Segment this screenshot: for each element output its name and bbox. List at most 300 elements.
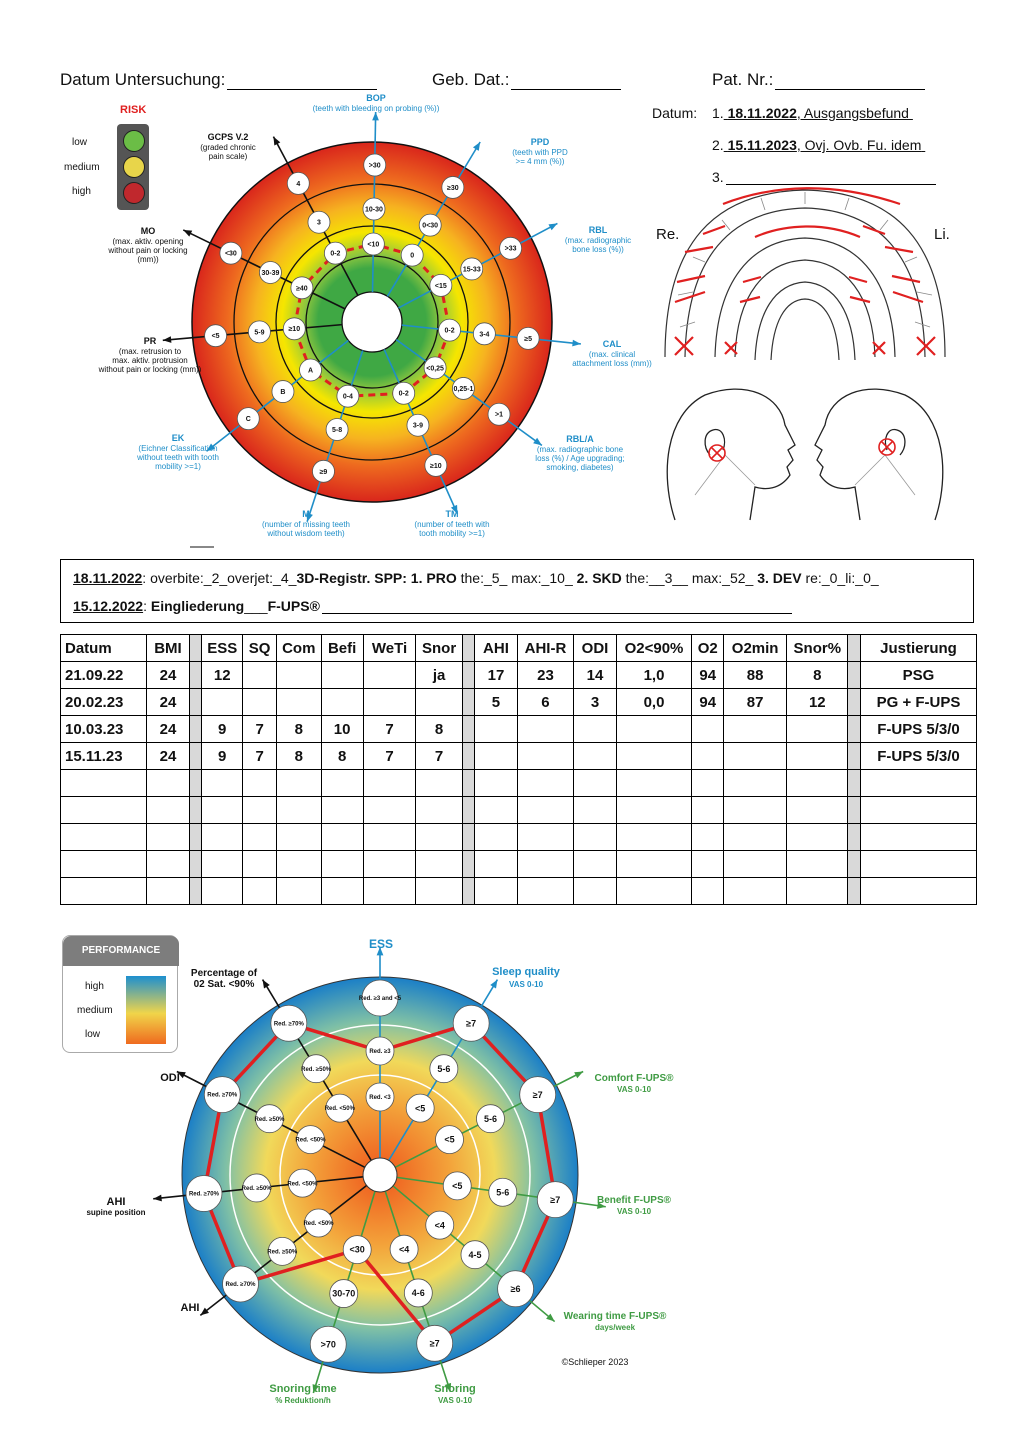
table-cell[interactable]: 10 [321,716,363,743]
copyright: ©Schlieper 2023 [561,1357,629,1367]
rbl-title: RBL [588,225,608,235]
perf-value-node [461,1241,489,1269]
column-separator [848,635,861,662]
the-label-1: the:_ [456,570,492,586]
column-header: O2min [724,635,787,662]
the-value-1: 5 [491,570,500,586]
table-cell[interactable]: 94 [692,662,724,689]
table-cell[interactable] [416,770,462,797]
table-cell[interactable] [202,797,243,824]
table-cell[interactable]: ja [416,662,462,689]
table-cell[interactable] [243,878,277,905]
perf-value-node [204,1077,240,1113]
table-cell[interactable] [321,797,363,824]
risk-center [342,292,402,352]
m-subtitle-2: without wisdom teeth) [267,529,345,538]
the-label-2: the:__ [621,570,665,586]
risk-title: RISK [120,104,147,116]
o2-title-1: Percentage of [190,968,258,979]
dental-arch-diagram [655,182,955,372]
table-cell[interactable] [363,662,416,689]
table-cell[interactable] [321,878,363,905]
teeth-label-left: Li. [934,226,950,243]
perf-value-node [426,1211,454,1239]
table-cell[interactable] [243,662,277,689]
table-cell[interactable] [475,770,517,797]
pat-nr-label: Pat. Nr.: [712,70,774,89]
table-cell[interactable]: 8 [321,743,363,770]
table-cell[interactable] [276,689,321,716]
table-cell[interactable] [61,851,147,878]
table-cell[interactable] [147,797,189,824]
table-cell[interactable] [616,878,692,905]
entry-number: 1. [712,105,724,121]
pr-subtitle-1: (max. retrusion to [118,347,182,356]
table-cell[interactable] [321,770,363,797]
perf-value-node [406,1094,434,1122]
table-cell[interactable]: 20.02.23 [61,689,147,716]
sep: ___ [244,598,268,614]
value-node-label: ≥6 [510,1283,521,1294]
table-cell[interactable]: 24 [147,689,189,716]
table-cell[interactable]: PSG [861,662,977,689]
odi-title: ODI [160,1072,180,1084]
table-cell[interactable] [861,797,977,824]
table-cell[interactable] [363,797,416,824]
value-node-label: ≥9 [319,468,328,476]
table-cell[interactable] [475,824,517,851]
value-node-label: 15-33 [462,266,481,274]
value-node-label: 5-6 [483,1113,497,1124]
value-node-label: Red. ≥50% [254,1116,285,1123]
value-node-label: 0-2 [444,327,455,335]
risk-value-node [500,237,522,259]
perf-medium-label: medium [77,1005,113,1016]
table-cell[interactable] [787,851,848,878]
column-header: ESS [202,635,243,662]
ppd-subtitle-2: >= 4 mm (%)) [515,157,565,166]
re-label: re:_ [801,570,830,586]
risk-value-node [473,323,495,345]
table-cell[interactable] [787,797,848,824]
table-cell[interactable]: 12 [202,662,243,689]
table-cell[interactable] [692,743,724,770]
datum-entry-1 [712,105,913,121]
table-cell[interactable] [574,824,616,851]
table-cell[interactable]: 15.11.23 [61,743,147,770]
snoring-time-sub: % Reduktion/h [275,1396,331,1405]
column-header: Com [276,635,321,662]
table-cell[interactable] [276,851,321,878]
table-cell[interactable] [363,689,416,716]
value-node-label: <30 [349,1244,365,1255]
table-cell[interactable] [861,878,977,905]
table-cell[interactable] [517,878,574,905]
benefit-title: Benefit F-UPS® [596,1195,672,1206]
table-cell[interactable] [243,797,277,824]
gcps-subtitle-2: pain scale) [208,152,248,161]
mo-subtitle-1: (max. aktiv. opening [112,237,184,246]
perf-value-node [435,1126,463,1154]
value-node-label: ≥7 [550,1194,561,1205]
benefit-sub: VAS 0-10 [616,1207,652,1216]
table-cell[interactable]: 12 [787,689,848,716]
table-cell[interactable] [202,824,243,851]
perf-value-node [498,1271,534,1307]
table-cell[interactable]: 8 [276,743,321,770]
m-subtitle-1: (number of missing teeth [261,520,351,529]
table-cell[interactable] [147,851,189,878]
table-cell[interactable] [574,797,616,824]
table-cell[interactable] [147,878,189,905]
table-cell[interactable]: 94 [692,689,724,716]
sep: _ [745,570,758,586]
table-cell[interactable] [574,851,616,878]
table-cell[interactable] [363,851,416,878]
rbla-subtitle-2: loss (%) / Age upgrading; [535,454,625,463]
column-separator [189,851,202,878]
table-cell[interactable] [276,824,321,851]
table-cell[interactable] [574,770,616,797]
sep: : [143,598,151,614]
column-separator [848,716,861,743]
table-cell[interactable] [202,770,243,797]
table-cell[interactable]: 8 [787,662,848,689]
value-node-label: ≥5 [524,335,533,343]
snoring-time-title: Snoring time [269,1383,337,1395]
table-cell[interactable] [416,689,462,716]
eingliederung-label: Eingliederung [150,598,245,614]
perf-value-node [520,1077,556,1113]
overjet-value: 4 [280,570,289,586]
risk-axis-arrow [548,223,557,230]
table-cell[interactable] [724,770,787,797]
rbla-subtitle-1: (max. radiographic bone [536,445,624,454]
table-cell[interactable]: 21.09.22 [61,662,147,689]
ahi-title: AHI [180,1302,200,1314]
table-cell[interactable] [724,797,787,824]
perf-axis-arrow [574,1071,583,1078]
table-cell[interactable] [574,716,616,743]
column-header: Snor [416,635,462,662]
risk-value-node [287,172,309,194]
table-cell[interactable] [363,824,416,851]
pr-subtitle-2: max. aktiv. protrusion [112,356,188,365]
value-node-label: <30 [224,250,237,258]
cal-subtitle-2: attachment loss (mm)) [572,359,652,368]
risk-value-node [430,274,452,296]
pr-subtitle-3: without pain or locking (mm)) [98,365,202,374]
table-cell[interactable]: 1,0 [616,662,692,689]
table-cell[interactable] [475,878,517,905]
table-cell[interactable]: F-UPS 5/3/0 [861,716,977,743]
value-node-label: 4-6 [411,1288,425,1299]
risk-value-node [326,418,348,440]
snoring-sub: VAS 0-10 [437,1396,473,1405]
value-node-label: Red. <50% [295,1137,326,1144]
table-cell[interactable]: 14 [574,662,616,689]
column-header: Datum [61,635,147,662]
table-header-row [61,635,977,662]
table-cell[interactable] [861,824,977,851]
value-node-label: ≥10 [288,326,301,334]
table-cell[interactable] [276,797,321,824]
table-cell[interactable] [724,851,787,878]
value-node-label: Red. ≥70% [225,1282,256,1289]
table-cell[interactable] [202,689,243,716]
table-cell[interactable] [517,797,574,824]
value-node-label: 5-8 [332,426,343,434]
table-cell[interactable]: 10.03.23 [61,716,147,743]
value-node-label: 5-6 [437,1063,451,1074]
perf-value-node [417,1325,453,1361]
perf-value-node [453,1005,489,1041]
column-separator [462,662,475,689]
table-cell[interactable] [724,878,787,905]
table-cell[interactable] [276,878,321,905]
column-header: WeTi [363,635,416,662]
value-node-label: >30 [368,162,381,170]
sleep-quality-sub: VAS 0-10 [508,980,544,989]
table-cell[interactable] [724,716,787,743]
table-cell[interactable] [787,878,848,905]
table-cell[interactable] [243,851,277,878]
table-cell[interactable]: 6 [517,689,574,716]
table-cell[interactable] [574,743,616,770]
table-row [61,662,977,689]
table-cell[interactable] [475,797,517,824]
table-cell[interactable]: 17 [475,662,517,689]
column-header: SQ [243,635,277,662]
table-cell[interactable]: F-UPS 5/3/0 [861,743,977,770]
pat-nr-field[interactable] [712,70,925,90]
column-separator [848,770,861,797]
table-cell[interactable] [243,824,277,851]
value-node-label: 0-2 [398,390,409,398]
perf-axis-arrow [490,980,497,989]
value-node-label: <10 [367,241,380,249]
table-cell[interactable] [787,824,848,851]
table-cell[interactable] [276,770,321,797]
cal-subtitle-1: (max. clinical [588,350,636,359]
table-cell[interactable] [416,797,462,824]
table-cell[interactable] [574,878,616,905]
table-cell[interactable] [692,770,724,797]
table-cell[interactable] [321,662,363,689]
overbite-label: : overbite:_ [142,570,212,586]
risk-value-node [442,176,464,198]
table-cell[interactable] [61,770,147,797]
table-cell[interactable] [363,878,416,905]
column-header: AHI-R [517,635,574,662]
table-cell[interactable] [616,797,692,824]
table-cell[interactable] [692,797,724,824]
table-cell[interactable]: 8 [416,716,462,743]
rbla-subtitle-3: smoking, diabetes) [546,463,614,472]
table-cell[interactable] [692,716,724,743]
value-node-label: 5-9 [254,329,265,337]
table-cell[interactable] [861,770,977,797]
column-separator [462,797,475,824]
entry-text: , Ausgangsbefund [796,105,909,121]
perf-high-label: high [85,981,104,992]
value-node-label: Red. ≥70% [273,1021,304,1028]
column-separator [462,689,475,716]
bop-title: BOP [366,93,386,103]
risk-value-node [461,258,483,280]
table-cell[interactable] [147,824,189,851]
column-separator [462,743,475,770]
table-cell[interactable] [475,743,517,770]
the-value-2: 3 [664,570,673,586]
column-separator [848,878,861,905]
mo-subtitle-3: (mm)) [137,255,159,264]
table-row [61,770,977,797]
table-cell[interactable] [61,797,147,824]
f-ups-label: F-UPS® [267,598,320,614]
sep: _ [288,570,297,586]
column-separator [462,770,475,797]
re-value: 0 [829,570,838,586]
table-cell[interactable] [321,851,363,878]
table-cell[interactable]: 5 [475,689,517,716]
mo-title: MO [140,226,156,236]
table-cell[interactable] [724,824,787,851]
table-cell[interactable]: 9 [202,743,243,770]
risk-value-node [439,319,461,341]
table-cell[interactable]: 88 [724,662,787,689]
table-cell[interactable]: 24 [147,716,189,743]
table-cell[interactable] [147,770,189,797]
column-separator [848,689,861,716]
risk-value-node [401,244,423,266]
overbite-value: 2 [211,570,220,586]
table-row [61,824,977,851]
table-cell[interactable] [616,770,692,797]
table-cell[interactable] [616,716,692,743]
value-node-label: Red. ≥70% [207,1092,238,1099]
table-cell[interactable] [616,824,692,851]
table-cell[interactable]: 7 [243,743,277,770]
table-cell[interactable]: 7 [416,743,462,770]
table-cell[interactable] [202,878,243,905]
perf-value-node [366,1037,394,1065]
table-cell[interactable] [861,851,977,878]
table-cell[interactable] [276,662,321,689]
column-header: Snor% [787,635,848,662]
table-cell[interactable] [616,851,692,878]
table-cell[interactable] [517,770,574,797]
perf-value-node [476,1105,504,1133]
risk-value-node [517,327,539,349]
table-cell[interactable]: PG + F-UPS [861,689,977,716]
table-cell[interactable]: 23 [517,662,574,689]
risk-value-node [283,318,305,340]
sep: _ [870,570,879,586]
risk-value-node [452,377,474,399]
table-cell[interactable] [616,743,692,770]
table-cell[interactable] [243,689,277,716]
table-cell[interactable] [363,770,416,797]
table-cell[interactable] [61,824,147,851]
table-cell[interactable] [692,878,724,905]
table-row [61,851,977,878]
table-cell[interactable] [517,824,574,851]
ahi-supine-title: AHI [106,1196,126,1208]
table-cell[interactable] [321,689,363,716]
datum-label: Datum: [652,105,698,121]
table-cell[interactable] [517,716,574,743]
column-header: Justierung [861,635,977,662]
table-cell[interactable]: 3 [574,689,616,716]
table-cell[interactable] [692,824,724,851]
table-cell[interactable] [517,851,574,878]
o2-title-2: 02 Sat. <90% [193,979,255,990]
table-cell[interactable] [321,824,363,851]
perf-value-node [330,1280,358,1308]
table-cell[interactable]: 0,0 [616,689,692,716]
value-node-label: Red. ≥3 [369,1049,391,1056]
table-cell[interactable]: 7 [363,743,416,770]
value-node-label: 0,25-1 [453,385,474,393]
notes-date-2: 15.12.2022 [73,598,144,614]
table-cell[interactable]: 24 [147,662,189,689]
gcps-title: GCPS V.2 [207,132,249,142]
table-cell[interactable] [724,743,787,770]
perf-value-node [366,1083,394,1111]
table-cell[interactable] [475,851,517,878]
risk-high-label: high [72,186,91,197]
table-cell[interactable]: 7 [243,716,277,743]
value-node-label: <5 [211,333,220,341]
table-cell[interactable] [61,878,147,905]
table-cell[interactable] [517,743,574,770]
ppd-subtitle-1: (teeth with PPD [512,148,568,157]
table-cell[interactable]: 7 [363,716,416,743]
table-cell[interactable] [692,851,724,878]
value-node-label: ≥7 [466,1018,477,1029]
table-cell[interactable]: 24 [147,743,189,770]
entry-number: 3. [712,169,724,185]
table-cell[interactable]: 9 [202,716,243,743]
table-cell[interactable] [787,716,848,743]
value-node-label: 5-6 [496,1187,510,1198]
table-cell[interactable] [416,878,462,905]
risk-value-node [300,359,322,381]
table-cell[interactable] [475,716,517,743]
column-separator [189,689,202,716]
table-cell[interactable] [243,770,277,797]
risk-value-node [272,381,294,403]
max-value-2: 52 [729,570,746,586]
table-cell[interactable] [202,851,243,878]
risk-value-node [248,321,270,343]
table-cell[interactable]: 87 [724,689,787,716]
value-node-label: Red. ≥70% [188,1191,219,1198]
table-cell[interactable] [787,743,848,770]
column-header: BMI [147,635,189,662]
table-cell[interactable] [416,824,462,851]
risk-axis-arrow [473,142,480,151]
value-node-label: Red. ≥3 and <5 [358,996,402,1003]
table-row [61,716,977,743]
value-node-label: ≥40 [296,285,308,293]
perf-value-node [430,1055,458,1083]
table-cell[interactable] [787,770,848,797]
table-row [61,689,977,716]
table-cell[interactable] [416,851,462,878]
table-cell[interactable]: 8 [276,716,321,743]
